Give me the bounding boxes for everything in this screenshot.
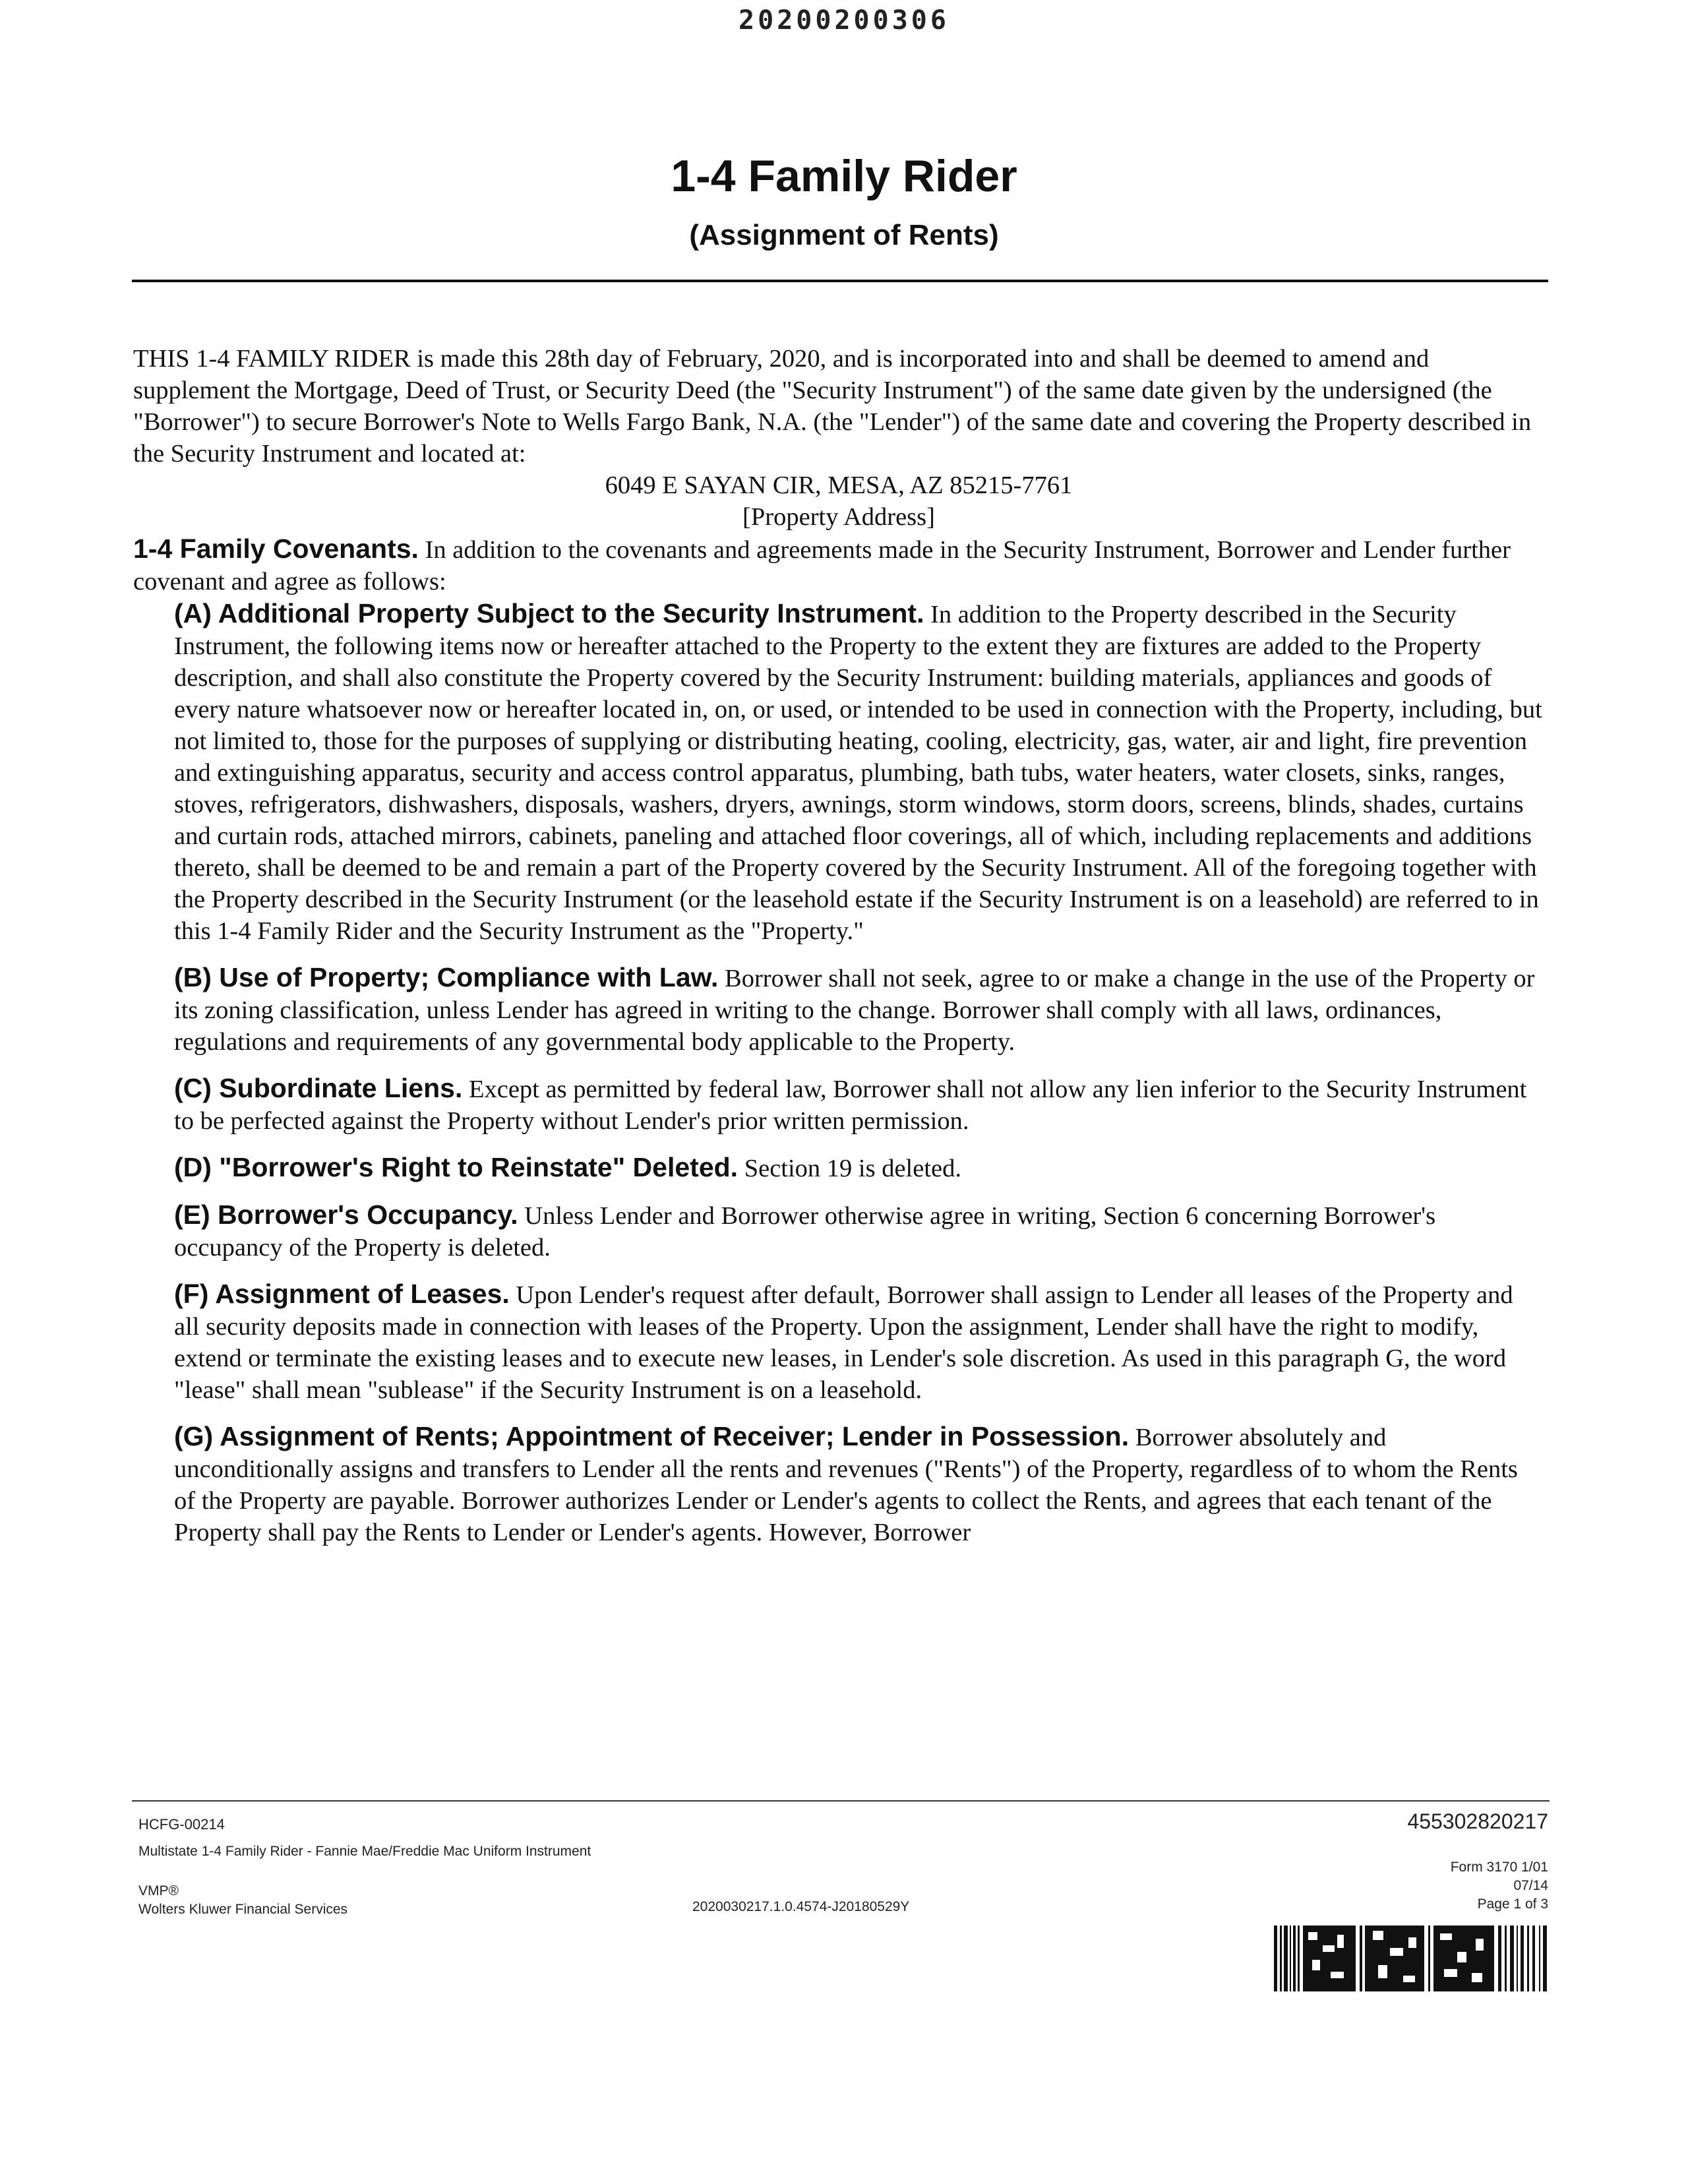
section-d — [133, 1151, 1544, 1184]
section-text: Upon Lender's request after default, Borrower shall assign to Lender all leases of the Property and all security deposits made in connection with leases of the Property. Upon the assignment, Lender shall have the right to modify, extend or terminate the existing leases and to execute new leases, in Lender's sole discretion. As used in this paragraph G, the word "lease" shall mean "sublease" if the Security Instrument is on a leasehold. — [174, 1281, 1513, 1404]
section-heading: (D) "Borrower's Right to Reinstate" Deleted. — [174, 1152, 738, 1182]
section-text: Borrower shall not seek, agree to or make a change in the use of the Property or its zoning classification, unless Lender has agreed in writing to the change. Borrower shall comply with all laws, ordinances, regulations and requirements of any governmental body applicable to the Property. — [174, 965, 1535, 1056]
footer-vmp: VMP® — [138, 1883, 179, 1898]
footer-form-code: HCFG-00214 — [138, 1816, 225, 1833]
section-heading: (C) Subordinate Liens. — [174, 1073, 463, 1103]
section-text: In addition to the Property described in the Security Instrument, the following items now or hereafter attached to the Property to the extent they are fixtures are added to the Property description, and shall also constitute the Property covered by the Security Instrument: building materials, appliances and goods of every nature whatsoever now or hereafter located in, on, or used, or intended to be used in connection with the Property, including, but not limited to, those for the purposes of supplying or distributing heating, cooling, electricity, gas, water, air and light, fire prevention and extinguishing apparatus, security and access control apparatus, plumbing, bath tubs, water heaters, water closets, sinks, ranges, stoves, refrigerators, dishwashers, disposals, washers, dryers, awnings, storm windows, storm doors, screens, blinds, shades, curtains and curtain rods, attached mirrors, cabinets, paneling and attached floor coverings, all of which, including replacements and additions thereto, shall be deemed to be and remain a part of the Property covered by the Security Instrument. All of the foregoing together with the Property described in the Security Instrument (or the leasehold estate if the Security Instrument is on a leasehold) are referred to in this 1-4 Family Rider and the Security Instrument as the "Property." — [174, 601, 1542, 945]
section-heading: (A) Additional Property Subject to the Security Instrument. — [174, 598, 924, 628]
property-address: 6049 E SAYAN CIR, MESA, AZ 85215-7761 — [605, 471, 1073, 499]
footer-publisher: Wolters Kluwer Financial Services — [138, 1902, 348, 1917]
title-divider — [132, 280, 1548, 282]
footer-page-number: Page 1 of 3 — [1477, 1896, 1548, 1912]
barcode-icon — [1274, 1926, 1551, 1991]
section-heading: (G) Assignment of Rents; Appointment of Receiver; Lender in Possession. — [174, 1421, 1130, 1451]
section-text: Unless Lender and Borrower otherwise agree in writing, Section 6 concerning Borrower's occupancy of the Property is deleted. — [174, 1202, 1436, 1261]
document-title: 1-4 Family Rider — [671, 151, 1017, 201]
section-a — [133, 597, 1544, 947]
intro-paragraph: THIS 1-4 FAMILY RIDER is made this 28th day of February, 2020, and is incorporated into and shall be deemed to amend and supplement the Mortgage, Deed of Trust, or Security Deed (the "Security Instrument") of the same date given by the undersigned (the "Borrower") to secure Borrower's Note to Wells Fargo Bank, N.A. (the "Lender") of the same date and covering the Property described in the Security Instrument and located at: — [133, 345, 1532, 468]
footer-loan-number: 455302820217 — [1407, 1809, 1548, 1833]
footer-form-number: Form 3170 1/01 — [1450, 1860, 1548, 1875]
property-address-label: [Property Address] — [742, 503, 935, 531]
recording-number: 20200200306 — [738, 5, 950, 36]
section-b — [133, 961, 1544, 1058]
section-e — [133, 1199, 1544, 1263]
covenants-text: In addition to the covenants and agreements made in the Security Instrument, Borrower and Lender further covenant and agree as follows: — [133, 536, 1511, 595]
footer-form-info — [1451, 1858, 1548, 1914]
section-heading: (E) Borrower's Occupancy. — [174, 1199, 518, 1230]
document-subtitle: (Assignment of Rents) — [689, 219, 999, 251]
document-body — [133, 343, 1544, 1563]
covenants-heading: 1-4 Family Covenants. — [133, 533, 419, 564]
footer-divider — [132, 1800, 1550, 1802]
footer-form-date: 07/14 — [1513, 1878, 1548, 1893]
footer-description: Multistate 1-4 Family Rider - Fannie Mae/Freddie Mac Uniform Instrument — [138, 1844, 591, 1859]
footer-doc-id: 2020030217.1.0.4574-J20180529Y — [692, 1899, 910, 1914]
section-heading: (B) Use of Property; Compliance with Law. — [174, 962, 719, 992]
section-f — [133, 1278, 1544, 1406]
section-g — [133, 1420, 1544, 1548]
section-text: Except as permitted by federal law, Borrower shall not allow any lien inferior to the Security Instrument to be perfected against the Property without Lender's prior written permission. — [174, 1076, 1527, 1135]
covenants-paragraph — [133, 533, 1544, 597]
section-text: Borrower absolutely and unconditionally assigns and transfers to Lender all the rents and revenues ("Rents") of the Property, regardless of to whom the Rents of the Property are payable. Borrower authorizes Lender or Lender's agents to collect the Rents, and agrees that each tenant of the Property shall pay the Rents to Lender or Lender's agents. However, Borrower — [174, 1424, 1518, 1546]
section-text: Section 19 is deleted. — [744, 1155, 962, 1182]
section-heading: (F) Assignment of Leases. — [174, 1279, 510, 1309]
section-c — [133, 1072, 1544, 1137]
